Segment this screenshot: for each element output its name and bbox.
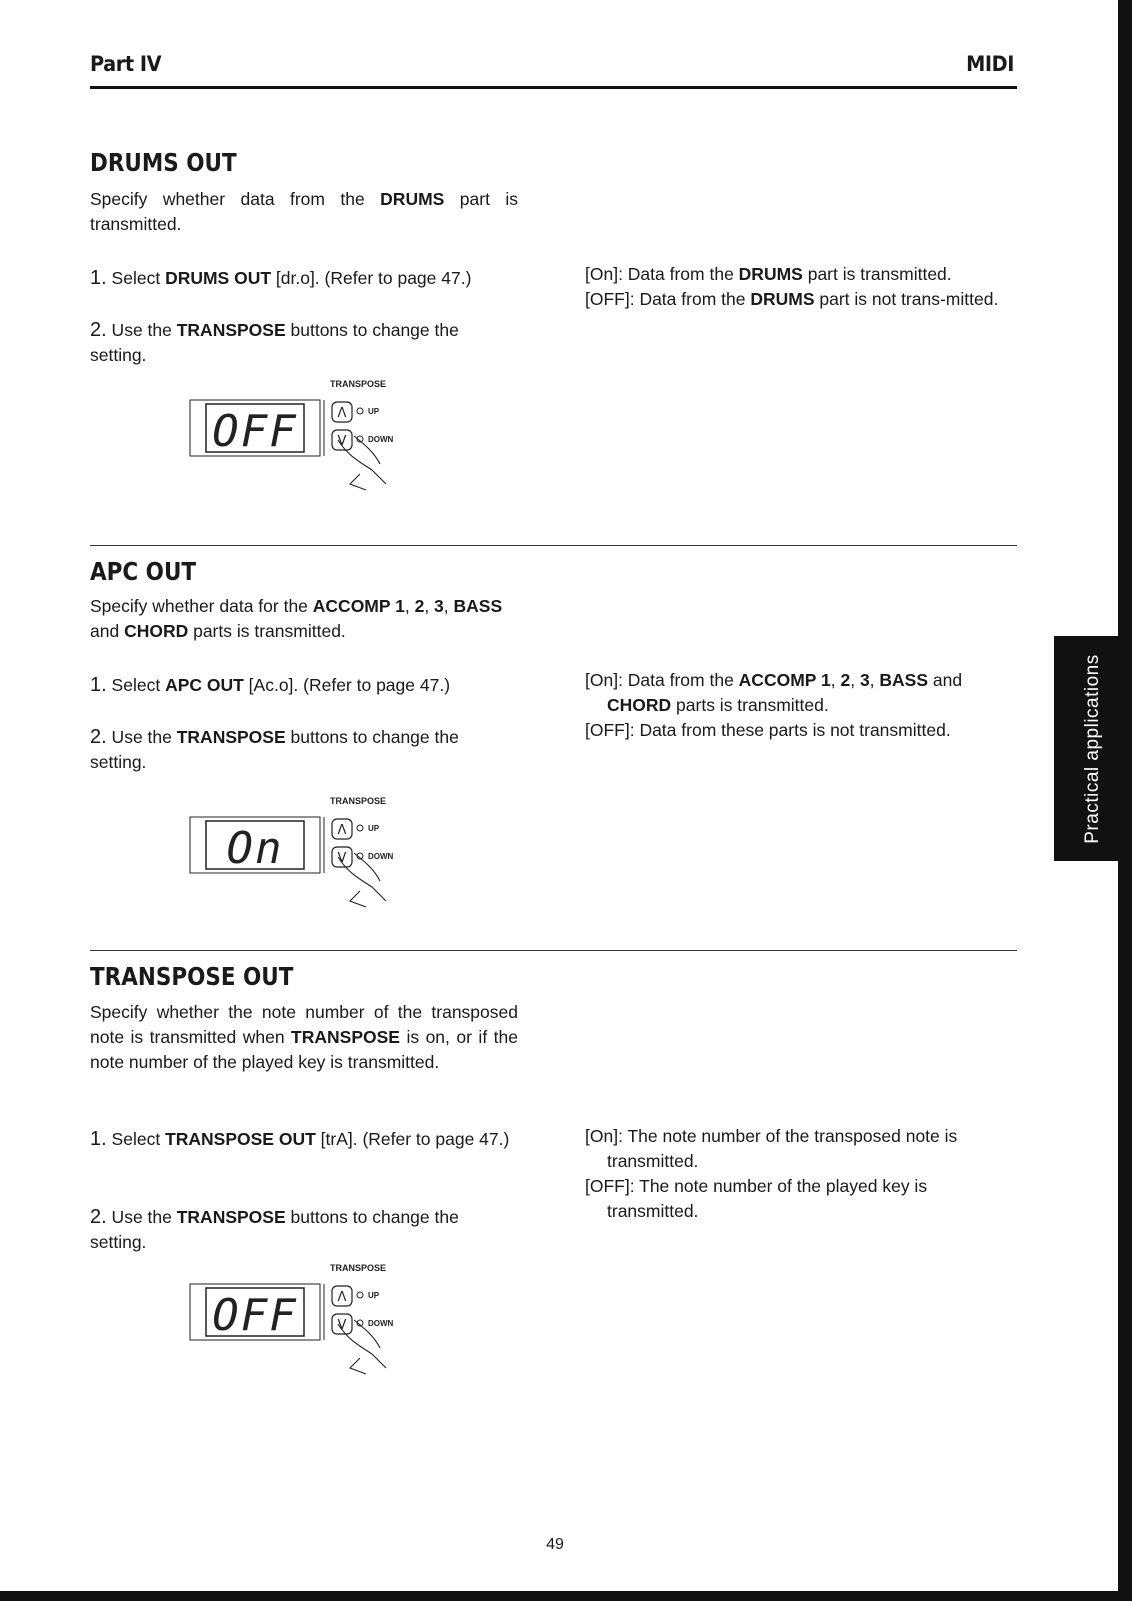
up-label: UP xyxy=(368,1291,380,1300)
step-number: 2. xyxy=(90,1206,107,1228)
transpose-diagram xyxy=(188,795,428,915)
up-led-icon xyxy=(357,1292,363,1298)
option-on: [On]: The note number of the transposed note is transmitted. xyxy=(585,1126,958,1171)
step-2 xyxy=(90,725,520,775)
step-number: 2. xyxy=(90,319,107,341)
transpose-label: TRANSPOSE xyxy=(330,379,387,389)
step-2 xyxy=(90,318,520,368)
transpose-label: TRANSPOSE xyxy=(330,796,387,806)
step-text: Use the TRANSPOSE buttons to change the setting. xyxy=(90,727,459,772)
option-off: [OFF]: The note number of the played key is transmitted. xyxy=(585,1176,928,1221)
down-label: DOWN xyxy=(368,435,394,444)
section-divider xyxy=(90,950,1017,951)
option-list xyxy=(585,1124,1017,1224)
side-tab xyxy=(1054,636,1132,861)
section-intro: Specify whether data for the ACCOMP 1, 2, 3, BASS and CHORD parts is transmitted. xyxy=(90,596,503,641)
option-list xyxy=(585,668,1017,743)
step-number: 1. xyxy=(90,1128,107,1150)
section-title-transpose-out: TRANSPOSE OUT xyxy=(90,962,294,991)
step-number: 1. xyxy=(90,674,107,696)
step-2 xyxy=(90,1205,520,1255)
transpose-diagram xyxy=(188,378,428,498)
down-label: DOWN xyxy=(368,852,394,861)
step-1 xyxy=(90,1127,520,1152)
lcd-display-value: On xyxy=(226,823,284,874)
up-led-icon xyxy=(357,825,363,831)
up-label: UP xyxy=(368,824,380,833)
page-number: 49 xyxy=(546,1536,564,1553)
transpose-diagram xyxy=(188,1262,428,1382)
down-arrow-icon: V xyxy=(337,851,347,866)
option-off: [OFF]: Data from these parts is not transmitted. xyxy=(585,720,951,740)
header-rule xyxy=(90,86,1017,89)
step-text: Select DRUMS OUT [dr.o]. (Refer to page 47.) xyxy=(106,268,472,288)
step-text: Select TRANSPOSE OUT [trA]. (Refer to page 47.) xyxy=(106,1129,510,1149)
section-intro: Specify whether the note number of the transposed note is transmitted when TRANSPOSE is on, or if the note number of the played key is transmitted. xyxy=(90,1002,518,1072)
step-text: Use the TRANSPOSE buttons to change the setting. xyxy=(90,1207,459,1252)
transpose-label: TRANSPOSE xyxy=(330,1263,387,1273)
step-1 xyxy=(90,266,520,291)
step-number: 1. xyxy=(90,267,107,289)
lcd-display-value: OFF xyxy=(212,1290,298,1341)
up-label: UP xyxy=(368,407,380,416)
step-text: Select APC OUT [Ac.o]. (Refer to page 47.) xyxy=(106,675,451,695)
transpose-panel-drawing xyxy=(188,1262,428,1382)
down-label: DOWN xyxy=(368,1319,394,1328)
section-title-apc-out: APC OUT xyxy=(90,557,197,586)
up-arrow-icon: Λ xyxy=(337,406,347,421)
option-list xyxy=(585,262,1017,312)
step-number: 2. xyxy=(90,726,107,748)
option-off: [OFF]: Data from the DRUMS part is not trans-mitted. xyxy=(585,289,999,309)
transpose-panel-drawing xyxy=(188,795,428,915)
section-intro: Specify whether data from the DRUMS part is transmitted. xyxy=(90,189,518,234)
up-arrow-icon: Λ xyxy=(337,823,347,838)
up-led-icon xyxy=(357,408,363,414)
header-part-label: Part IV xyxy=(90,52,162,76)
option-on: [On]: Data from the DRUMS part is transmitted. xyxy=(585,264,952,284)
section-title-drums-out: DRUMS OUT xyxy=(90,148,237,177)
transpose-panel-drawing xyxy=(188,378,428,498)
lcd-display-value: OFF xyxy=(212,406,298,457)
side-tab-label: Practical applications xyxy=(1082,653,1103,844)
step-1 xyxy=(90,673,520,698)
section-divider xyxy=(90,545,1017,546)
down-arrow-icon: V xyxy=(337,434,347,449)
up-arrow-icon: Λ xyxy=(337,1290,347,1305)
down-arrow-icon: V xyxy=(337,1318,347,1333)
header-section-label: MIDI xyxy=(966,52,1014,76)
option-on: [On]: Data from the ACCOMP 1, 2, 3, BASS and CHORD parts is transmitted. xyxy=(585,670,963,715)
page-bottom-edge xyxy=(0,1591,1132,1601)
step-text: Use the TRANSPOSE buttons to change the setting. xyxy=(90,320,459,365)
